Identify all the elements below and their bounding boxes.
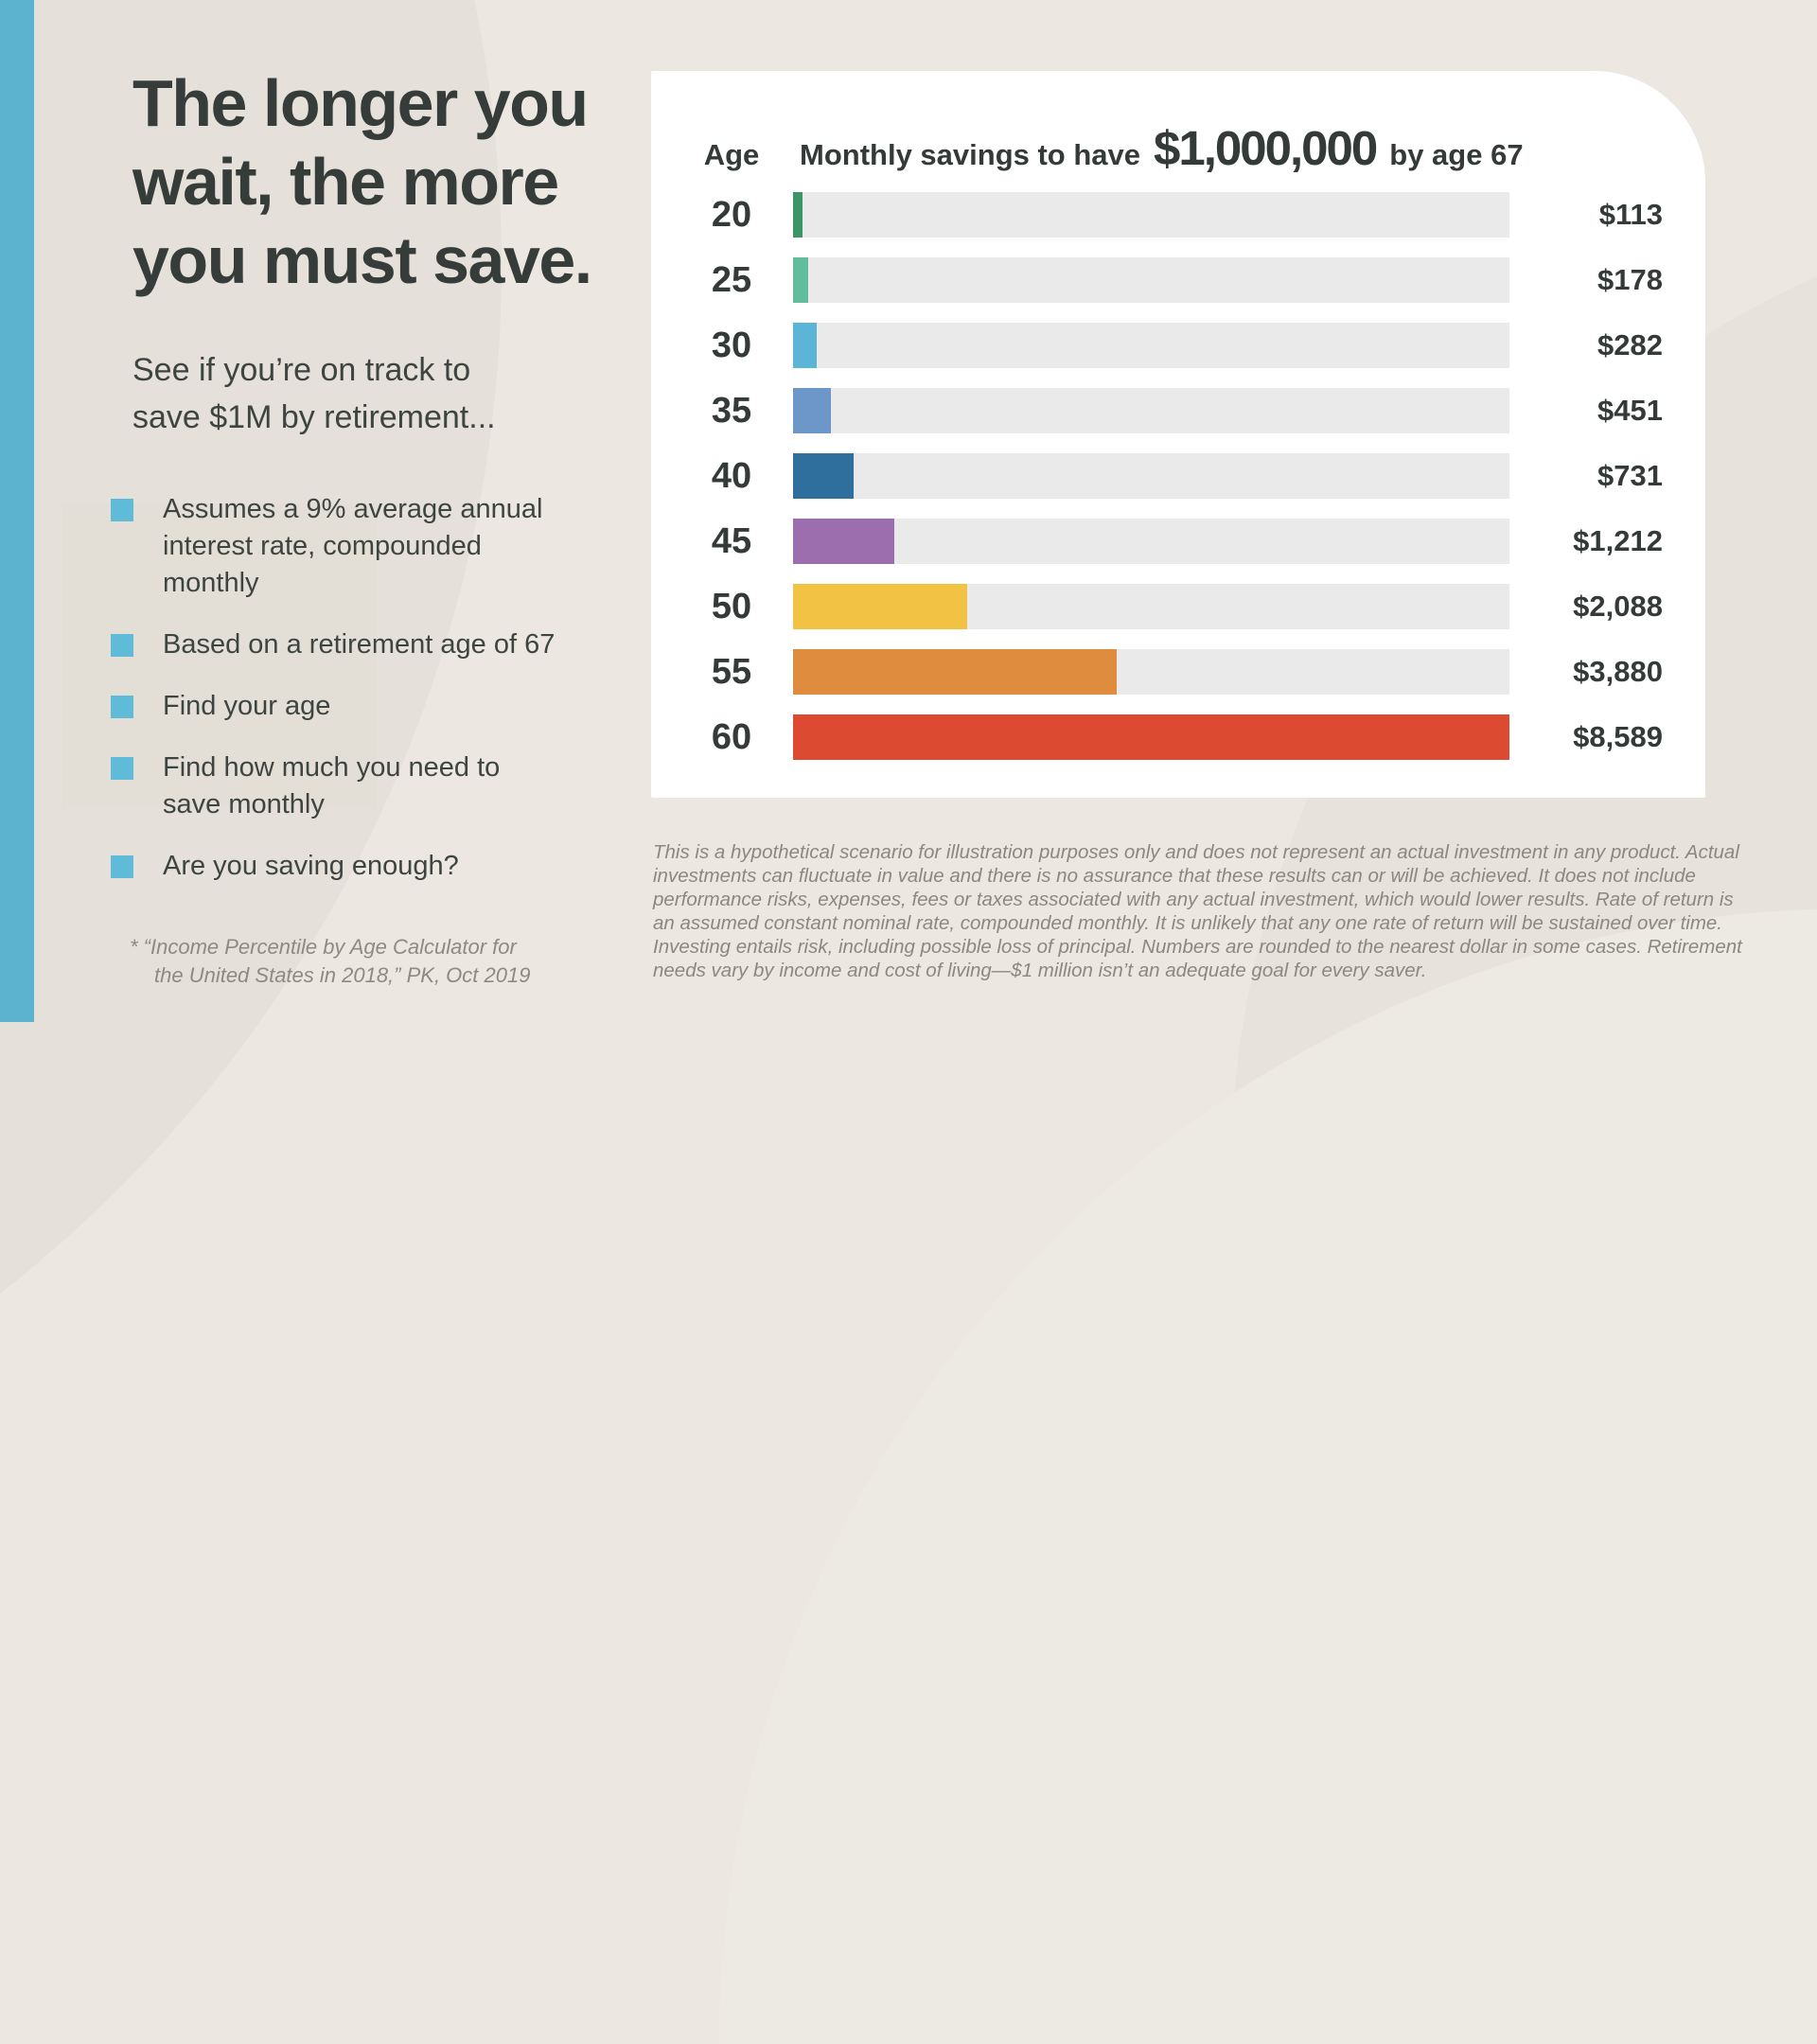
page-title: The longer you wait, the more you must save. (132, 66, 591, 297)
age-label: 20 (711, 194, 752, 235)
value-label: $178 (1597, 263, 1663, 296)
bar-track (793, 649, 1509, 695)
value-label: $451 (1597, 394, 1663, 427)
background-shape (719, 908, 1817, 2044)
chart-row (689, 257, 1663, 303)
chart-title-suffix: by age 67 (1389, 138, 1524, 171)
bullet-item (111, 749, 565, 823)
age-label: 35 (711, 390, 752, 431)
bullet-square-icon (111, 634, 133, 657)
age-label: 25 (711, 259, 752, 300)
age-label: 60 (711, 716, 752, 757)
chart-row (689, 714, 1663, 760)
bullet-text: Based on a retirement age of 67 (163, 629, 556, 660)
age-label: 50 (711, 586, 752, 626)
bullet-text: Find your age (163, 691, 331, 721)
value-label: $731 (1597, 459, 1663, 492)
source-note (130, 933, 530, 990)
bullet-text: Find how much you need to save monthly (163, 752, 501, 819)
chart-header (689, 120, 1524, 176)
bar-track (793, 323, 1509, 368)
age-label: 55 (711, 651, 752, 692)
bar-track (793, 257, 1509, 303)
bullet-item (111, 491, 565, 602)
chart-row (689, 649, 1663, 695)
chart-row (689, 519, 1663, 564)
bullet-item (111, 688, 565, 725)
bar (793, 584, 967, 629)
bullet-square-icon (111, 696, 133, 718)
bullet-square-icon (111, 855, 133, 878)
disclaimer-text: This is a hypothetical scenario for illustration purposes only and does not represent an actual investment in any product. Actual investments can fluctuate in value and there is no assurance that these results can or will be achieved. It does not include performance risks, expenses, fees or taxes associated with any actual investment, which would lower results. Rate of return is an assumed constant nominal rate, compounded monthly. It is unlikely that any one rate of return will be sustained over time. Investing entails risk, including possible loss of principal. Numbers are rounded to the nearest dollar in some cases. Retirement needs vary by income and cost of living—$1 million isn’t an adequate goal for every saver. (653, 841, 1742, 981)
left-accent-stripe (0, 0, 34, 1022)
value-label: $282 (1597, 328, 1663, 361)
chart-row (689, 453, 1663, 499)
bar (793, 388, 831, 433)
bar (793, 649, 1117, 695)
bullet-text: Are you saving enough? (163, 851, 459, 881)
chart-row (689, 323, 1663, 368)
source-note-line-2: the United States in 2018,” PK, Oct 2019 (154, 963, 531, 987)
bar (793, 257, 808, 303)
value-label: $1,212 (1573, 524, 1663, 557)
bar-track (793, 192, 1509, 238)
bullet-text: Assumes a 9% average annual interest rate, compounded monthly (163, 494, 543, 598)
bullet-item (111, 848, 565, 885)
value-label: $8,589 (1573, 720, 1663, 753)
chart-row (689, 584, 1663, 629)
bar-track (793, 584, 1509, 629)
chart-title-amount: $1,000,000 (1154, 121, 1377, 175)
value-label: $2,088 (1573, 590, 1663, 623)
bullet-item (111, 626, 565, 663)
bar-track (793, 714, 1509, 760)
chart-card (651, 71, 1705, 798)
bar-track (793, 453, 1509, 499)
bar (793, 519, 894, 564)
bullet-list (111, 491, 565, 885)
age-label: 40 (711, 455, 752, 496)
age-label: 45 (711, 520, 752, 561)
bullet-square-icon (111, 757, 133, 780)
chart-row (689, 192, 1663, 238)
bar (793, 714, 1509, 760)
source-note-line-1: * “Income Percentile by Age Calculator for (130, 935, 517, 959)
bar (793, 453, 854, 499)
bar (793, 192, 803, 238)
subtitle: See if you’re on track to save $1M by retirement... (132, 352, 496, 435)
age-column-header: Age (703, 138, 760, 171)
value-label: $3,880 (1573, 655, 1663, 688)
chart-title-prefix: Monthly savings to have (800, 138, 1141, 171)
bar-track (793, 519, 1509, 564)
value-label: $113 (1598, 198, 1663, 231)
age-label: 30 (711, 325, 752, 365)
chart-rows (689, 192, 1663, 760)
bullet-square-icon (111, 499, 133, 521)
chart-row (689, 388, 1663, 433)
bar-track (793, 388, 1509, 433)
bar (793, 323, 817, 368)
